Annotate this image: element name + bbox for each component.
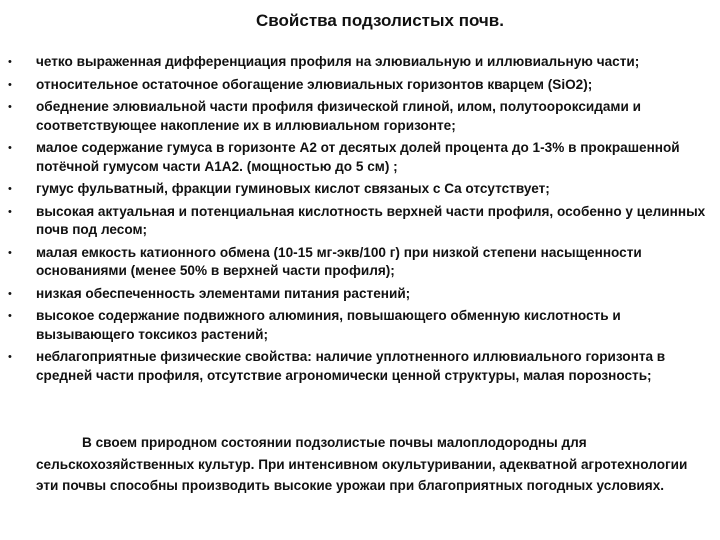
bullet-icon: • — [8, 351, 12, 363]
list-item-text: относительное остаточное обогащение элювиальных горизонтов кварцем (SiO2); — [36, 76, 593, 92]
bullet-icon: • — [8, 205, 12, 218]
list-item-text: малое содержание гумуса в горизонте A2 от десятых долей процента до 1-3% в прокрашенной потёчной гумусом части A1A2. (мощностью до 5 см) ; — [36, 140, 680, 174]
list-item — [0, 348, 720, 385]
list-item — [0, 139, 720, 176]
bullet-icon: • — [8, 101, 12, 113]
list-item — [0, 180, 720, 199]
bullet-icon: • — [8, 246, 12, 259]
list-item — [0, 244, 720, 281]
bullet-icon: • — [8, 287, 12, 300]
bullet-icon: • — [8, 310, 12, 322]
list-item-text: неблагоприятные физические свойства: наличие уплотненного иллювиального горизонта в средней части профиля, отсутствие агрономически ценной структуры, малая порозность; — [36, 349, 666, 383]
list-item — [0, 53, 720, 72]
list-item-text: обеднение элювиальной части профиля физической глиной, илом, полутоороксидами и соответствующее накопление их в иллювиальном горизонте; — [36, 99, 641, 133]
list-item-text: гумус фульватный, фракции гуминовых кислот связаных с Ca отсутствует; — [36, 181, 550, 196]
bullet-icon: • — [8, 78, 12, 91]
list-item — [0, 307, 720, 344]
list-item — [0, 98, 720, 135]
slide-title: Свойства подзолистых почв. — [256, 11, 504, 30]
bullet-icon: • — [8, 56, 12, 68]
closing-paragraph: В своем природном состоянии подзолистые почвы малоплодородны для сельскохозяйственных культур. При интенсивном окультуривании, адекватной агротехнологии эти почвы способны производить высокие урожаи при благоприятных погодных условиях. — [36, 435, 688, 493]
list-item-text: малая емкость катионного обмена (10-15 мг-экв/100 г) при низкой степени насыщенности основаниями (менее 50% в верхней части профиля); — [36, 244, 642, 278]
properties-list — [0, 53, 720, 389]
list-item — [0, 203, 720, 240]
list-item-text: высокое содержание подвижного алюминия, повышающего обменную кислотность и вызывающего токсикоз растений; — [36, 308, 621, 342]
bullet-icon: • — [8, 183, 12, 195]
list-item-text: высокая актуальная и потенциальная кислотность верхней части профиля, особенно у целинных почв под лесом; — [36, 203, 706, 237]
list-item-text: низкая обеспеченность элементами питания растений; — [36, 285, 411, 301]
bullet-icon: • — [8, 142, 12, 154]
list-item — [0, 76, 720, 95]
list-item-text: четко выраженная дифференциация профиля на элювиальную и иллювиальную части; — [36, 54, 640, 69]
list-item — [0, 285, 720, 304]
